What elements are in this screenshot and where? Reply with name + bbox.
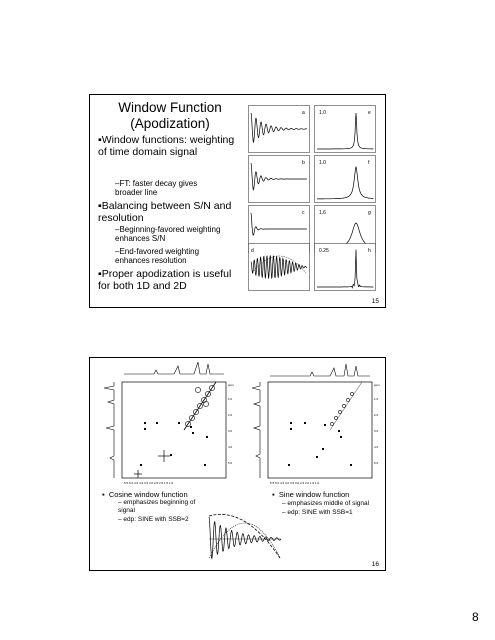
panel-label-h: h xyxy=(368,248,371,254)
svg-text:4.0: 4.0 xyxy=(374,445,379,449)
panel-label-e: e xyxy=(368,110,371,116)
svg-text:2.0: 2.0 xyxy=(374,413,379,417)
svg-text:3.0: 3.0 xyxy=(374,429,379,433)
slide-number: 15 xyxy=(371,298,379,305)
spectrum-panel-e xyxy=(314,105,376,153)
svg-text:5.0: 5.0 xyxy=(228,461,233,465)
sub-bullet-sine-2: – edp: SINE with SSB=1 xyxy=(282,509,353,516)
panel-label-b: b xyxy=(302,160,305,166)
sub-bullet-ft: –FT: faster decay gives broader line xyxy=(115,179,198,197)
cosine-2d-spectrum xyxy=(94,360,239,490)
sub-bullet-cosine-2: – edp: SINE with SSB=2 xyxy=(118,516,189,523)
bullet-cosine: ▪ Cosine window function xyxy=(102,490,188,499)
window-function-plot xyxy=(205,506,285,566)
panel-label-g: g xyxy=(368,210,371,216)
spectrum-panel-h xyxy=(314,243,376,291)
panel-label-d: d xyxy=(251,248,254,254)
slide-16 xyxy=(89,357,386,571)
slide-number: 16 xyxy=(371,561,379,568)
sub-bullet-end: –End-favored weighting enhances resolution xyxy=(115,247,200,265)
svg-text:2.0: 2.0 xyxy=(228,413,233,417)
fid-panel-d xyxy=(248,243,310,291)
panel-value-f: 1.0 xyxy=(319,160,326,166)
page-number: 8 xyxy=(472,610,479,624)
svg-text:5.5 5.0 4.5 4.0 3.5 3.0 2.5 2.: 5.5 5.0 4.5 4.0 3.5 3.0 2.5 2.0 1.5 1.0 xyxy=(270,481,320,485)
sub-bullet-sine-1: – emphasizes middle of signal xyxy=(282,500,370,507)
bullet-apodization: ▪Proper apodization is useful for both 1D and 2D xyxy=(98,268,232,292)
svg-text:5.5 5.0 4.5 4.0 3.5 3.0 2.5 2.: 5.5 5.0 4.5 4.0 3.5 3.0 2.5 2.0 1.5 1.0 xyxy=(124,481,174,485)
slide-title: Window Function (Apodization) xyxy=(118,100,222,131)
sub-bullet-beginning: –Beginning-favored weighting enhances S/N xyxy=(115,225,221,243)
svg-text:ppm: ppm xyxy=(228,383,234,387)
svg-text:5.0: 5.0 xyxy=(374,461,379,465)
bullet-balancing: ▪Balancing between S/N and resolution xyxy=(98,200,232,224)
panel-value-g: 1.6 xyxy=(319,210,326,216)
spectrum-panel-f xyxy=(314,155,376,203)
panel-label-a: a xyxy=(302,110,305,116)
bullet-sine: ▪ Sine window function xyxy=(272,490,350,499)
svg-text:3.0: 3.0 xyxy=(228,429,233,433)
bullet-window-functions: ▪Window functions: weighting of time domain signal xyxy=(98,134,235,158)
fid-panel-a xyxy=(248,105,310,153)
svg-text:4.0: 4.0 xyxy=(228,445,233,449)
slide-15 xyxy=(89,94,386,308)
svg-text:ppm: ppm xyxy=(374,383,380,387)
sub-bullet-cosine-1: – emphasizes beginning of signal xyxy=(118,499,196,514)
panel-value-e: 1.0 xyxy=(319,110,326,116)
panel-value-h: 0.25 xyxy=(319,248,329,254)
fid-panel-b xyxy=(248,155,310,203)
panel-label-c: c xyxy=(302,210,305,216)
panel-label-f: f xyxy=(368,160,370,166)
sine-2d-spectrum xyxy=(240,360,385,490)
svg-text:1.0: 1.0 xyxy=(374,397,379,401)
svg-text:1.0: 1.0 xyxy=(228,397,233,401)
